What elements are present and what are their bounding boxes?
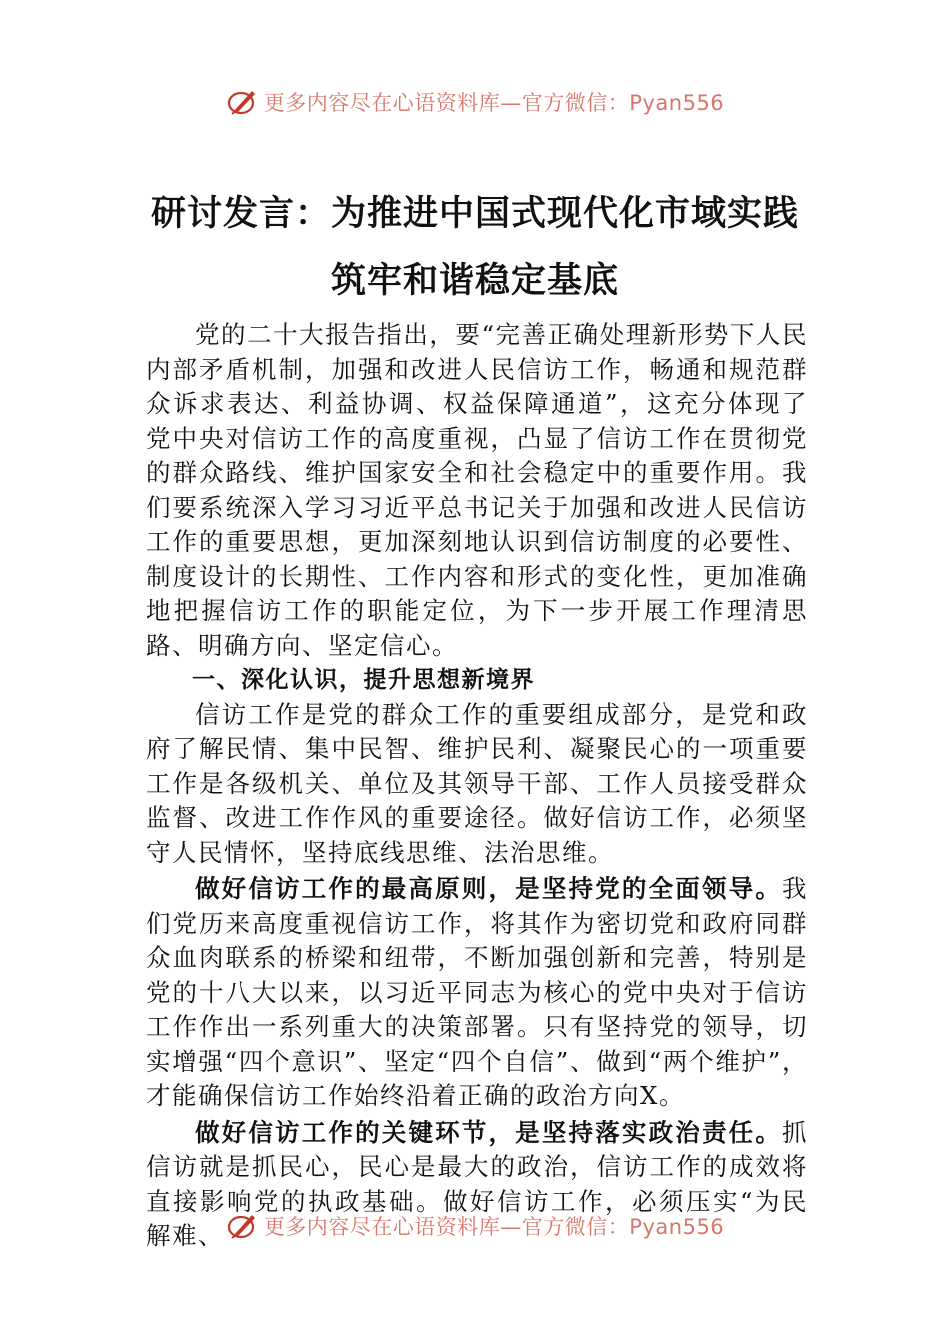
document-title-line2: 筑牢和谐稳定基底: [330, 260, 619, 301]
document-title-line1: 研讨发言：为推进中国式现代化市域实践: [150, 193, 799, 234]
paragraph-4-text: 抓信访就是抓民心，民心是最大的政治，信访工作的成效将直接影响党的执政基础。做好信访工作，必须压实“为民解难、: [146, 1117, 808, 1250]
feather-pen-logo-icon: [226, 1209, 260, 1240]
paragraph-2: 信访工作是党的群众工作的重要组成部分，是党和政府了解民情、集中民智、维护民利、凝聚民心的一项重要工作是各级机关、单位及其领导干部、工作人员接受群众监督、改进工作作风的重要途径。做好信访工作，必须坚守人民情怀，坚持底线思维、法治思维。: [146, 699, 808, 867]
feather-pen-logo-icon: [226, 85, 260, 119]
footer-watermark-text: 更多内容尽在心语资料库—官方微信：Pyan556: [263, 1215, 725, 1239]
paragraph-intro: 党的二十大报告指出，要“完善正确处理新形势下人民内部矛盾机制，加强和改进人民信访工作，畅通和规范群众诉求表达、利益协调、权益保障通道”，这充分体现了党中央对信访工作的高度重视，凸显了信访工作在贯彻党的群众路线、维护国家安全和社会稳定中的重要作用。我们要系统深入学习习近平总书记关于加强和改进人民信访工作的重要思想，更加深刻地认识到信访制度的必要性、制度设计的长期性、工作内容和形式的变化性，更加准确地把握信访工作的职能定位，为下一步开展工作理清思路、明确方向、坚定信心。: [146, 320, 808, 660]
header-watermark-banner: [0, 80, 950, 124]
paragraph-4-lead: 做好信访工作的关键环节，是坚持落实政治责任。: [195, 1117, 782, 1147]
paragraph-3: [146, 872, 808, 1114]
header-watermark-text: 更多内容尽在心语资料库—官方微信：Pyan556: [263, 91, 725, 115]
paragraph-3-lead: 做好信访工作的最高原则，是坚持党的全面领导。: [195, 874, 782, 903]
section-heading-1: 一、深化认识，提升思想新境界: [192, 667, 535, 693]
footer-watermark-banner: [0, 1200, 950, 1240]
document-body: [146, 318, 808, 1254]
paragraph-3-text: 我们党历来高度重视信访工作，将其作为密切党和政府同群众血肉联系的桥梁和纽带，不断加强创新和完善，特别是党的十八大以来，以习近平同志为核心的党中央对于信访工作作出一系列重大的决策部署。只有坚持党的领导，切实增强“四个意识”、坚定“四个自信”、做到“两个维护”，才能确保信访工作始终沿着正确的政治方向X。: [146, 874, 808, 1110]
